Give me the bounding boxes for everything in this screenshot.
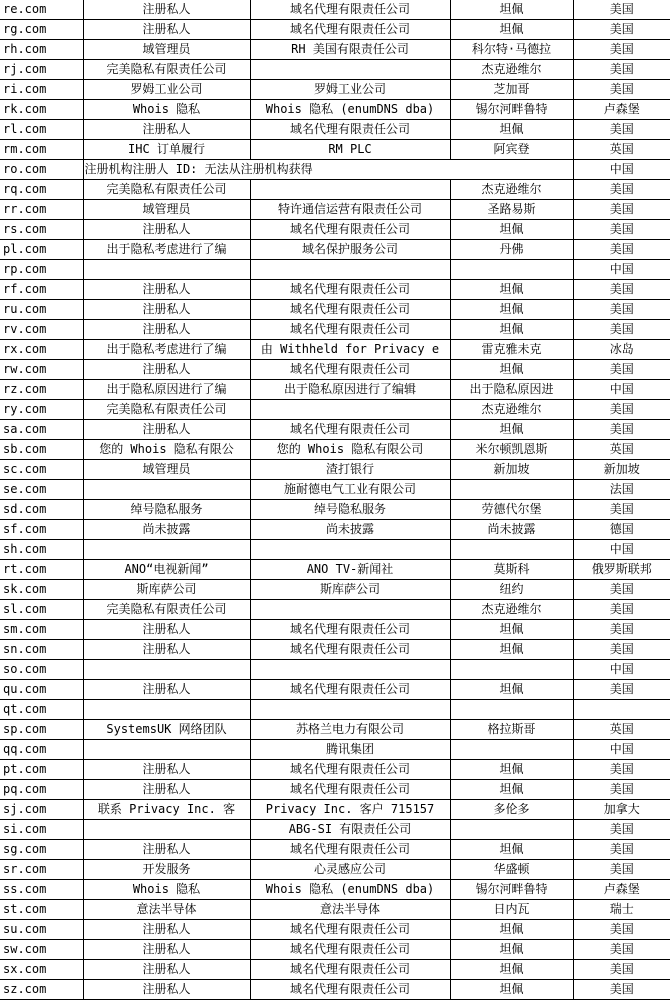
organization-cell — [250, 540, 450, 560]
table-row — [0, 160, 670, 180]
country-cell: 美国 — [573, 580, 670, 600]
registrant-cell: 注册私人 — [83, 20, 250, 40]
organization-cell — [250, 60, 450, 80]
country-cell: 美国 — [573, 60, 670, 80]
registrant-cell: 注册私人 — [83, 300, 250, 320]
table-row — [0, 300, 670, 320]
country-cell: 美国 — [573, 780, 670, 800]
city-cell: 坦佩 — [450, 780, 573, 800]
registrant-cell — [83, 700, 250, 720]
table-row — [0, 660, 670, 680]
registrant-cell: 注册私人 — [83, 640, 250, 660]
city-cell: 坦佩 — [450, 20, 573, 40]
domain-cell: rh.com — [0, 40, 83, 60]
table-row — [0, 220, 670, 240]
table-row — [0, 940, 670, 960]
table-row — [0, 740, 670, 760]
registrant-cell: ANO“电视新闻” — [83, 560, 250, 580]
domain-cell: sn.com — [0, 640, 83, 660]
table-row — [0, 960, 670, 980]
registrant-cell: 注册私人 — [83, 320, 250, 340]
city-cell: 坦佩 — [450, 760, 573, 780]
country-cell: 美国 — [573, 600, 670, 620]
city-cell: 纽约 — [450, 580, 573, 600]
organization-cell: 渣打银行 — [250, 460, 450, 480]
organization-cell: 域名代理有限责任公司 — [250, 960, 450, 980]
domain-cell: rt.com — [0, 560, 83, 580]
city-cell: 坦佩 — [450, 0, 573, 20]
city-cell: 新加坡 — [450, 460, 573, 480]
country-cell: 中国 — [573, 260, 670, 280]
organization-cell: 心灵感应公司 — [250, 860, 450, 880]
registrant-cell: 完美隐私有限责任公司 — [83, 600, 250, 620]
domain-cell: sc.com — [0, 460, 83, 480]
country-cell: 美国 — [573, 120, 670, 140]
table-row — [0, 880, 670, 900]
country-cell: 美国 — [573, 180, 670, 200]
domain-cell: pl.com — [0, 240, 83, 260]
table-row — [0, 920, 670, 940]
organization-cell — [250, 700, 450, 720]
organization-cell: 域名保护服务公司 — [250, 240, 450, 260]
country-cell: 美国 — [573, 920, 670, 940]
city-cell — [450, 260, 573, 280]
table-row — [0, 820, 670, 840]
domain-cell: so.com — [0, 660, 83, 680]
organization-cell: Whois 隐私 (enumDNS dba) — [250, 880, 450, 900]
country-cell: 美国 — [573, 80, 670, 100]
domain-cell: rx.com — [0, 340, 83, 360]
organization-cell: 域名代理有限责任公司 — [250, 0, 450, 20]
organization-cell: 出于隐私原因进行了编辑 — [250, 380, 450, 400]
country-cell: 卢森堡 — [573, 100, 670, 120]
table-row — [0, 420, 670, 440]
city-cell: 劳德代尔堡 — [450, 500, 573, 520]
city-cell: 科尔特·马德拉 — [450, 40, 573, 60]
city-cell: 坦佩 — [450, 420, 573, 440]
table-row — [0, 700, 670, 720]
country-cell: 俄罗斯联邦 — [573, 560, 670, 580]
city-cell: 坦佩 — [450, 920, 573, 940]
domain-cell: sm.com — [0, 620, 83, 640]
table-row — [0, 900, 670, 920]
country-cell: 美国 — [573, 960, 670, 980]
city-cell: 多伦多 — [450, 800, 573, 820]
country-cell: 瑞士 — [573, 900, 670, 920]
city-cell: 坦佩 — [450, 680, 573, 700]
organization-cell: 域名代理有限责任公司 — [250, 280, 450, 300]
domain-cell: ri.com — [0, 80, 83, 100]
organization-cell: 域名代理有限责任公司 — [250, 920, 450, 940]
country-cell: 美国 — [573, 280, 670, 300]
domain-cell: ro.com — [0, 160, 83, 180]
table-row — [0, 540, 670, 560]
city-cell — [450, 660, 573, 680]
city-cell: 米尔顿凯恩斯 — [450, 440, 573, 460]
table-row — [0, 980, 670, 1000]
organization-cell: 域名代理有限责任公司 — [250, 980, 450, 1000]
registrant-cell: 注册机构注册人 ID: 无法从注册机构获得 — [83, 160, 573, 180]
country-cell: 卢森堡 — [573, 880, 670, 900]
organization-cell: 域名代理有限责任公司 — [250, 940, 450, 960]
registrant-cell: 注册私人 — [83, 780, 250, 800]
country-cell: 法国 — [573, 480, 670, 500]
registrant-cell: 注册私人 — [83, 940, 250, 960]
city-cell: 丹佛 — [450, 240, 573, 260]
organization-cell: 尚未披露 — [250, 520, 450, 540]
registrant-cell: 出于隐私考虑进行了编 — [83, 340, 250, 360]
organization-cell: 域名代理有限责任公司 — [250, 780, 450, 800]
country-cell: 美国 — [573, 420, 670, 440]
organization-cell — [250, 600, 450, 620]
table-row — [0, 140, 670, 160]
registrant-cell: 出于隐私原因进行了编 — [83, 380, 250, 400]
table-row — [0, 640, 670, 660]
registrant-cell: 您的 Whois 隐私有限公 — [83, 440, 250, 460]
organization-cell: 域名代理有限责任公司 — [250, 640, 450, 660]
country-cell: 美国 — [573, 220, 670, 240]
table-row — [0, 340, 670, 360]
organization-cell: ANO TV-新闻社 — [250, 560, 450, 580]
table-row — [0, 720, 670, 740]
table-row — [0, 100, 670, 120]
domain-cell: pq.com — [0, 780, 83, 800]
domain-cell: ru.com — [0, 300, 83, 320]
table-row — [0, 840, 670, 860]
country-cell: 中国 — [573, 160, 670, 180]
table-row — [0, 500, 670, 520]
table-row — [0, 520, 670, 540]
country-cell: 美国 — [573, 980, 670, 1000]
registrant-cell: 罗姆工业公司 — [83, 80, 250, 100]
country-cell: 美国 — [573, 400, 670, 420]
organization-cell — [250, 180, 450, 200]
domain-cell: rl.com — [0, 120, 83, 140]
country-cell: 中国 — [573, 540, 670, 560]
domain-cell: su.com — [0, 920, 83, 940]
domain-cell: rp.com — [0, 260, 83, 280]
city-cell: 坦佩 — [450, 980, 573, 1000]
country-cell: 美国 — [573, 360, 670, 380]
country-cell: 美国 — [573, 940, 670, 960]
registrant-cell: 注册私人 — [83, 680, 250, 700]
country-cell: 英国 — [573, 140, 670, 160]
domain-cell: sa.com — [0, 420, 83, 440]
registrant-cell: 注册私人 — [83, 0, 250, 20]
table-row — [0, 240, 670, 260]
registrant-cell: 注册私人 — [83, 760, 250, 780]
registrant-cell: 注册私人 — [83, 960, 250, 980]
country-cell: 美国 — [573, 820, 670, 840]
country-cell: 中国 — [573, 660, 670, 680]
city-cell — [450, 740, 573, 760]
country-cell: 美国 — [573, 20, 670, 40]
registrant-cell: 联系 Privacy Inc. 客 — [83, 800, 250, 820]
organization-cell — [250, 260, 450, 280]
city-cell: 坦佩 — [450, 360, 573, 380]
registrant-cell: Whois 隐私 — [83, 100, 250, 120]
organization-cell: 域名代理有限责任公司 — [250, 840, 450, 860]
table-row — [0, 800, 670, 820]
city-cell: 杰克逊维尔 — [450, 180, 573, 200]
domain-cell: rw.com — [0, 360, 83, 380]
registrant-cell: 注册私人 — [83, 220, 250, 240]
domain-cell: rg.com — [0, 20, 83, 40]
domain-cell: pt.com — [0, 760, 83, 780]
city-cell: 坦佩 — [450, 300, 573, 320]
domain-cell: rs.com — [0, 220, 83, 240]
country-cell: 美国 — [573, 620, 670, 640]
table-row — [0, 580, 670, 600]
city-cell: 阿宾登 — [450, 140, 573, 160]
city-cell: 坦佩 — [450, 220, 573, 240]
organization-cell: RM PLC — [250, 140, 450, 160]
registrant-cell: 注册私人 — [83, 280, 250, 300]
table-row — [0, 400, 670, 420]
organization-cell: 特许通信运营有限责任公司 — [250, 200, 450, 220]
domain-cell: sx.com — [0, 960, 83, 980]
organization-cell: 腾讯集团 — [250, 740, 450, 760]
domain-cell: se.com — [0, 480, 83, 500]
table-row — [0, 0, 670, 20]
city-cell: 芝加哥 — [450, 80, 573, 100]
country-cell: 冰岛 — [573, 340, 670, 360]
country-cell: 美国 — [573, 200, 670, 220]
domain-cell: qu.com — [0, 680, 83, 700]
table-row — [0, 780, 670, 800]
registrant-cell: 注册私人 — [83, 620, 250, 640]
country-cell: 加拿大 — [573, 800, 670, 820]
country-cell: 美国 — [573, 300, 670, 320]
table-row — [0, 380, 670, 400]
city-cell: 出于隐私原因进 — [450, 380, 573, 400]
domain-cell: sp.com — [0, 720, 83, 740]
registrant-cell: 意法半导体 — [83, 900, 250, 920]
organization-cell: Whois 隐私 (enumDNS dba) — [250, 100, 450, 120]
registrant-cell: 完美隐私有限责任公司 — [83, 60, 250, 80]
organization-cell — [250, 660, 450, 680]
registrant-cell: 绰号隐私服务 — [83, 500, 250, 520]
country-cell: 美国 — [573, 640, 670, 660]
country-cell: 美国 — [573, 860, 670, 880]
organization-cell: 域名代理有限责任公司 — [250, 760, 450, 780]
organization-cell: 域名代理有限责任公司 — [250, 320, 450, 340]
organization-cell — [250, 400, 450, 420]
city-cell: 坦佩 — [450, 120, 573, 140]
organization-cell: 绰号隐私服务 — [250, 500, 450, 520]
registrant-cell: 注册私人 — [83, 980, 250, 1000]
table-row — [0, 180, 670, 200]
table-row — [0, 40, 670, 60]
city-cell — [450, 540, 573, 560]
domain-cell: rj.com — [0, 60, 83, 80]
city-cell: 坦佩 — [450, 840, 573, 860]
organization-cell: 域名代理有限责任公司 — [250, 620, 450, 640]
organization-cell: 您的 Whois 隐私有限公司 — [250, 440, 450, 460]
city-cell: 杰克逊维尔 — [450, 600, 573, 620]
city-cell: 日内瓦 — [450, 900, 573, 920]
domain-cell: rr.com — [0, 200, 83, 220]
domain-cell: st.com — [0, 900, 83, 920]
organization-cell: 苏格兰电力有限公司 — [250, 720, 450, 740]
domain-cell: sw.com — [0, 940, 83, 960]
registrant-cell — [83, 660, 250, 680]
organization-cell: Privacy Inc. 客户 715157 — [250, 800, 450, 820]
city-cell: 杰克逊维尔 — [450, 60, 573, 80]
domain-cell: sz.com — [0, 980, 83, 1000]
domain-cell: sb.com — [0, 440, 83, 460]
organization-cell: 域名代理有限责任公司 — [250, 120, 450, 140]
city-cell: 莫斯科 — [450, 560, 573, 580]
country-cell — [573, 700, 670, 720]
organization-cell: 域名代理有限责任公司 — [250, 680, 450, 700]
organization-cell: 由 Withheld for Privacy e — [250, 340, 450, 360]
registrant-cell: 域管理员 — [83, 200, 250, 220]
country-cell: 新加坡 — [573, 460, 670, 480]
domain-cell: sr.com — [0, 860, 83, 880]
table-row — [0, 120, 670, 140]
domain-cell: qq.com — [0, 740, 83, 760]
city-cell: 锡尔河畔鲁特 — [450, 100, 573, 120]
registrant-cell: 注册私人 — [83, 120, 250, 140]
city-cell: 圣路易斯 — [450, 200, 573, 220]
country-cell: 美国 — [573, 0, 670, 20]
domain-cell: rm.com — [0, 140, 83, 160]
domain-cell: sk.com — [0, 580, 83, 600]
country-cell: 英国 — [573, 440, 670, 460]
registrant-cell — [83, 820, 250, 840]
registrant-cell: 斯库萨公司 — [83, 580, 250, 600]
table-row — [0, 440, 670, 460]
table-row — [0, 620, 670, 640]
registrant-cell — [83, 480, 250, 500]
table-row — [0, 80, 670, 100]
country-cell: 美国 — [573, 500, 670, 520]
domain-cell: sf.com — [0, 520, 83, 540]
domain-cell: sl.com — [0, 600, 83, 620]
table-row — [0, 320, 670, 340]
registrant-cell: 完美隐私有限责任公司 — [83, 400, 250, 420]
city-cell: 坦佩 — [450, 620, 573, 640]
organization-cell: 意法半导体 — [250, 900, 450, 920]
city-cell — [450, 820, 573, 840]
domain-cell: rz.com — [0, 380, 83, 400]
organization-cell: 域名代理有限责任公司 — [250, 220, 450, 240]
country-cell: 德国 — [573, 520, 670, 540]
registrant-cell: 注册私人 — [83, 360, 250, 380]
registrant-cell: SystemsUK 网络团队 — [83, 720, 250, 740]
domain-cell: ry.com — [0, 400, 83, 420]
city-cell: 格拉斯哥 — [450, 720, 573, 740]
table-row — [0, 680, 670, 700]
registrant-cell: 域管理员 — [83, 40, 250, 60]
organization-cell: 斯库萨公司 — [250, 580, 450, 600]
city-cell: 杰克逊维尔 — [450, 400, 573, 420]
country-cell: 美国 — [573, 320, 670, 340]
domain-cell: sd.com — [0, 500, 83, 520]
city-cell: 锡尔河畔鲁特 — [450, 880, 573, 900]
organization-cell: 域名代理有限责任公司 — [250, 20, 450, 40]
table-row — [0, 360, 670, 380]
city-cell: 雷克雅未克 — [450, 340, 573, 360]
organization-cell: ABG-SI 有限责任公司 — [250, 820, 450, 840]
organization-cell: RH 美国有限责任公司 — [250, 40, 450, 60]
registrant-cell — [83, 260, 250, 280]
registrant-cell: 注册私人 — [83, 420, 250, 440]
registrant-cell: 尚未披露 — [83, 520, 250, 540]
registrant-cell: 开发服务 — [83, 860, 250, 880]
city-cell — [450, 480, 573, 500]
registrant-cell: IHC 订单履行 — [83, 140, 250, 160]
domain-cell: rq.com — [0, 180, 83, 200]
country-cell: 美国 — [573, 680, 670, 700]
domain-cell: qt.com — [0, 700, 83, 720]
city-cell: 坦佩 — [450, 320, 573, 340]
domain-cell: sh.com — [0, 540, 83, 560]
city-cell: 坦佩 — [450, 940, 573, 960]
domain-cell: rf.com — [0, 280, 83, 300]
table-row — [0, 860, 670, 880]
country-cell: 中国 — [573, 380, 670, 400]
registrant-cell: 出于隐私考虑进行了编 — [83, 240, 250, 260]
country-cell: 美国 — [573, 760, 670, 780]
organization-cell: 域名代理有限责任公司 — [250, 300, 450, 320]
country-cell: 美国 — [573, 240, 670, 260]
domain-cell: sg.com — [0, 840, 83, 860]
domain-cell: sj.com — [0, 800, 83, 820]
organization-cell: 域名代理有限责任公司 — [250, 420, 450, 440]
domain-cell: rk.com — [0, 100, 83, 120]
table-row — [0, 260, 670, 280]
city-cell: 尚未披露 — [450, 520, 573, 540]
country-cell: 美国 — [573, 840, 670, 860]
domain-cell: si.com — [0, 820, 83, 840]
city-cell: 坦佩 — [450, 960, 573, 980]
country-cell: 美国 — [573, 40, 670, 60]
table-row — [0, 280, 670, 300]
domain-cell: re.com — [0, 0, 83, 20]
organization-cell: 施耐德电气工业有限公司 — [250, 480, 450, 500]
country-cell: 中国 — [573, 740, 670, 760]
registrant-cell: 域管理员 — [83, 460, 250, 480]
registrant-cell — [83, 540, 250, 560]
table-row — [0, 600, 670, 620]
table-row — [0, 60, 670, 80]
city-cell: 坦佩 — [450, 640, 573, 660]
country-cell: 英国 — [573, 720, 670, 740]
domain-cell: rv.com — [0, 320, 83, 340]
registrant-cell: 注册私人 — [83, 920, 250, 940]
domain-cell: ss.com — [0, 880, 83, 900]
registrant-cell — [83, 740, 250, 760]
registrant-cell: 注册私人 — [83, 840, 250, 860]
table-row — [0, 480, 670, 500]
registrant-cell: 完美隐私有限责任公司 — [83, 180, 250, 200]
city-cell: 华盛顿 — [450, 860, 573, 880]
organization-cell: 罗姆工业公司 — [250, 80, 450, 100]
registrant-cell: Whois 隐私 — [83, 880, 250, 900]
city-cell: 坦佩 — [450, 280, 573, 300]
table-row — [0, 200, 670, 220]
organization-cell: 域名代理有限责任公司 — [250, 360, 450, 380]
city-cell — [450, 700, 573, 720]
table-row — [0, 760, 670, 780]
table-row — [0, 560, 670, 580]
table-row — [0, 460, 670, 480]
table-row — [0, 20, 670, 40]
